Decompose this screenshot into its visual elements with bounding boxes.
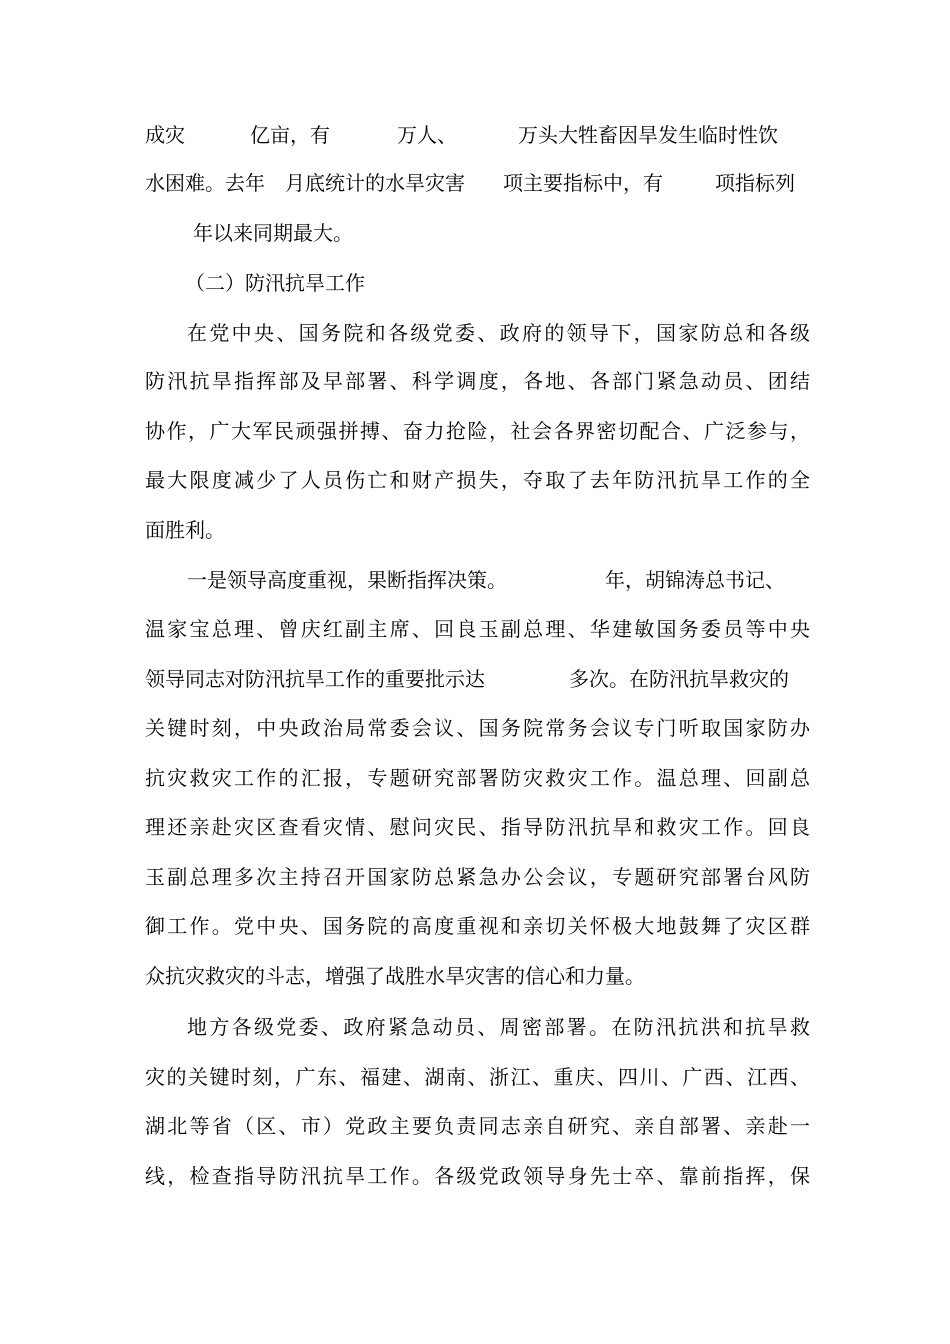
paragraph-line: 防汛抗旱指挥部及早部署、科学调度，各地、各部门紧急动员、团结: [145, 369, 810, 393]
paragraph-line: 御工作。党中央、国务院的高度重视和亲切关怀极大地鼓舞了灾区群: [145, 914, 810, 938]
paragraph-line: 协作，广大军民顽强拼搏、奋力抢险，社会各界密切配合、广泛参与，: [145, 419, 810, 443]
text-fragment: 一是领导高度重视，果断指挥决策。: [187, 568, 507, 592]
text-fragment: 水困难。去年: [145, 171, 265, 195]
section-heading-text: （二）防汛抗旱工作: [185, 271, 365, 295]
paragraph-line: 地方各级党委、政府紧急动员、周密部署。在防汛抗洪和抗旱救: [187, 1015, 810, 1039]
text-fragment: 亿亩，有: [250, 123, 330, 147]
text-fragment: 领导同志对防汛抗旱工作的重要批示达: [145, 667, 485, 691]
paragraph-line: 在党中央、国务院和各级党委、政府的领导下，国家防总和各级: [187, 321, 810, 345]
section-heading: [145, 263, 810, 303]
text-line: [145, 213, 810, 253]
paragraph-line: 关键时刻，中央政治局常委会议、国务院常务会议专门听取国家防办: [145, 716, 810, 740]
text-fragment: 项主要指标中，有: [503, 171, 663, 195]
text-fragment: 年以来同期最大。: [193, 221, 353, 245]
paragraph-line: 众抗灾救灾的斗志，增强了战胜水旱灾害的信心和力量。: [145, 964, 645, 988]
text-fragment: 项指标列: [715, 171, 795, 195]
paragraph-line: 最大限度减少了人员伤亡和财产损失，夺取了去年防汛抗旱工作的全: [145, 468, 810, 492]
text-fragment: 成灾: [145, 123, 185, 147]
paragraph-line: 湖北等省（区、市）党政主要负责同志亲自研究、亲自部署、亲赴一: [145, 1114, 810, 1138]
text-fragment: 多次。在防汛抗旱救灾的: [569, 667, 789, 691]
text-line: [145, 115, 810, 155]
text-fragment: 万头大牲畜因旱发生临时性饮: [518, 123, 778, 147]
paragraph-line: 玉副总理多次主持召开国家防总紧急办公会议，专题研究部署台风防: [145, 865, 810, 889]
paragraph-line: 理还亲赴灾区查看灾情、慰问灾民、指导防汛抗旱和救灾工作。回良: [145, 815, 810, 839]
paragraph-line: 温家宝总理、曾庆红副主席、回良玉副总理、华建敏国务委员等中央: [145, 617, 810, 641]
paragraph-line: 线，检查指导防汛抗旱工作。各级党政领导身先士卒、靠前指挥，保: [145, 1164, 810, 1188]
paragraph-line: 灾的关键时刻，广东、福建、湖南、浙江、重庆、四川、广西、江西、: [145, 1065, 810, 1089]
paragraph-line: [145, 560, 810, 600]
text-fragment: 年，胡锦涛总书记、: [605, 568, 785, 592]
text-line: [145, 163, 810, 203]
paragraph-line: 抗灾救灾工作的汇报，专题研究部署防灾救灾工作。温总理、回副总: [145, 766, 810, 790]
paragraph-line: 面胜利。: [145, 518, 225, 542]
text-fragment: 月底统计的水旱灾害: [285, 171, 465, 195]
paragraph-line: [145, 659, 810, 699]
text-fragment: 万人、: [397, 123, 457, 147]
